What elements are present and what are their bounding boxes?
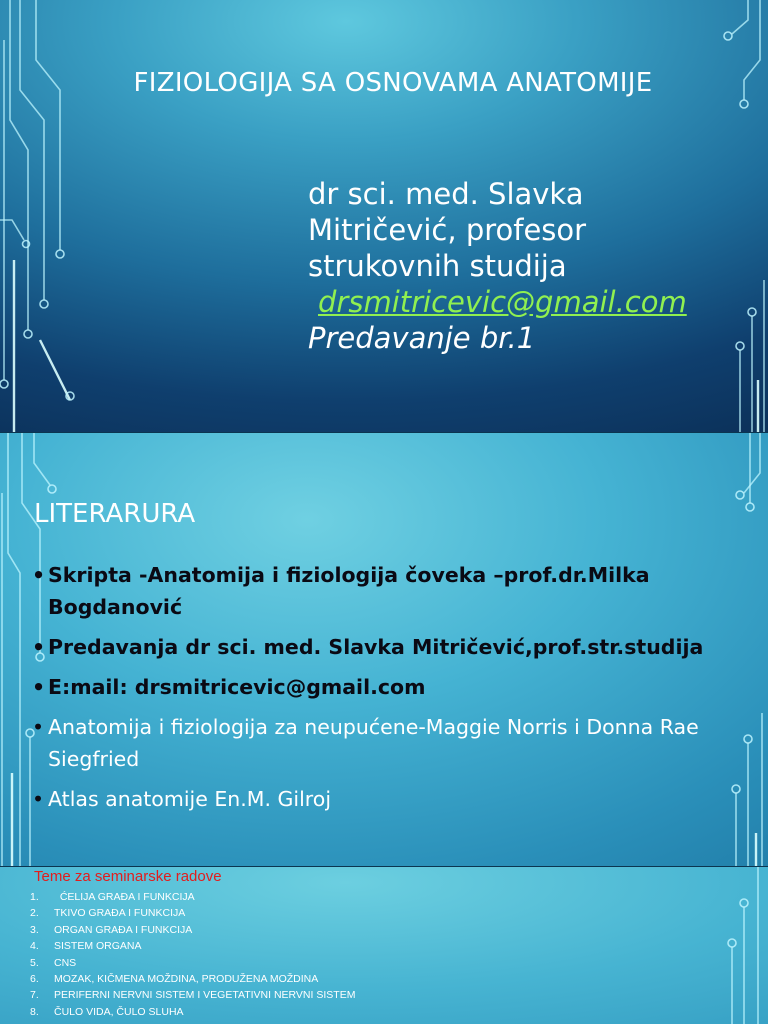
list-item: 6. MOZAK, KIČMENA MOŽDINA, PRODUŽENA MOŽDINA xyxy=(30,973,319,986)
email-link[interactable]: drsmitricevic@gmail.com xyxy=(318,285,687,319)
list-item: 4. SISTEM ORGANA xyxy=(30,940,142,953)
list-item: • Atlas anatomije En.M. Gilroj xyxy=(32,783,732,815)
seminar-topics-slide xyxy=(0,867,768,1024)
circuit-board-icon xyxy=(688,867,768,1024)
author-line: strukovnih studija xyxy=(308,249,567,283)
circuit-board-icon xyxy=(0,0,90,432)
lecture-number: Predavanje br.1 xyxy=(308,321,536,355)
literature-list xyxy=(32,559,732,823)
list-item: 8. ČULO VIDA, ČULO SLUHA xyxy=(30,1005,184,1018)
presentation-title: FIZIOLOGIJA SA OSNOVAMA ANATOMIJE xyxy=(133,68,653,98)
list-item: • Anatomija i fiziologija za neupućene-Maggie Norris i Donna Rae Siegfried xyxy=(32,711,732,775)
list-item: • E:mail: drsmitricevic@gmail.com xyxy=(32,671,732,703)
literature-slide xyxy=(0,433,768,866)
list-item: 2. TKIVO GRAĐA I FUNKCIJA xyxy=(30,907,186,920)
list-item: 5. CNS xyxy=(30,956,77,969)
author-block xyxy=(308,176,748,356)
author-line: dr sci. med. Slavka xyxy=(308,177,584,211)
list-item: 3. ORGAN GRAĐA I FUNKCIJA xyxy=(30,923,193,936)
topics-heading: Teme za seminarske radove xyxy=(34,868,222,885)
list-item: 1. ĆELIJA GRAĐA I FUNKCIJA xyxy=(30,891,195,903)
title-slide xyxy=(0,0,768,432)
topics-list xyxy=(30,889,355,1020)
list-item: • Skripta -Anatomija i fiziologija čoveka –prof.dr.Milka Bogdanović xyxy=(32,559,732,623)
literature-heading: LITERARURA xyxy=(34,499,196,529)
author-line: Mitričević, profesor xyxy=(308,213,587,247)
list-item: • Predavanja dr sci. med. Slavka Mitričević,prof.str.studija xyxy=(32,631,732,663)
list-item: 7. PERIFERNI NERVNI SISTEM I VEGETATIVNI NERVNI SISTEM xyxy=(30,989,356,1002)
